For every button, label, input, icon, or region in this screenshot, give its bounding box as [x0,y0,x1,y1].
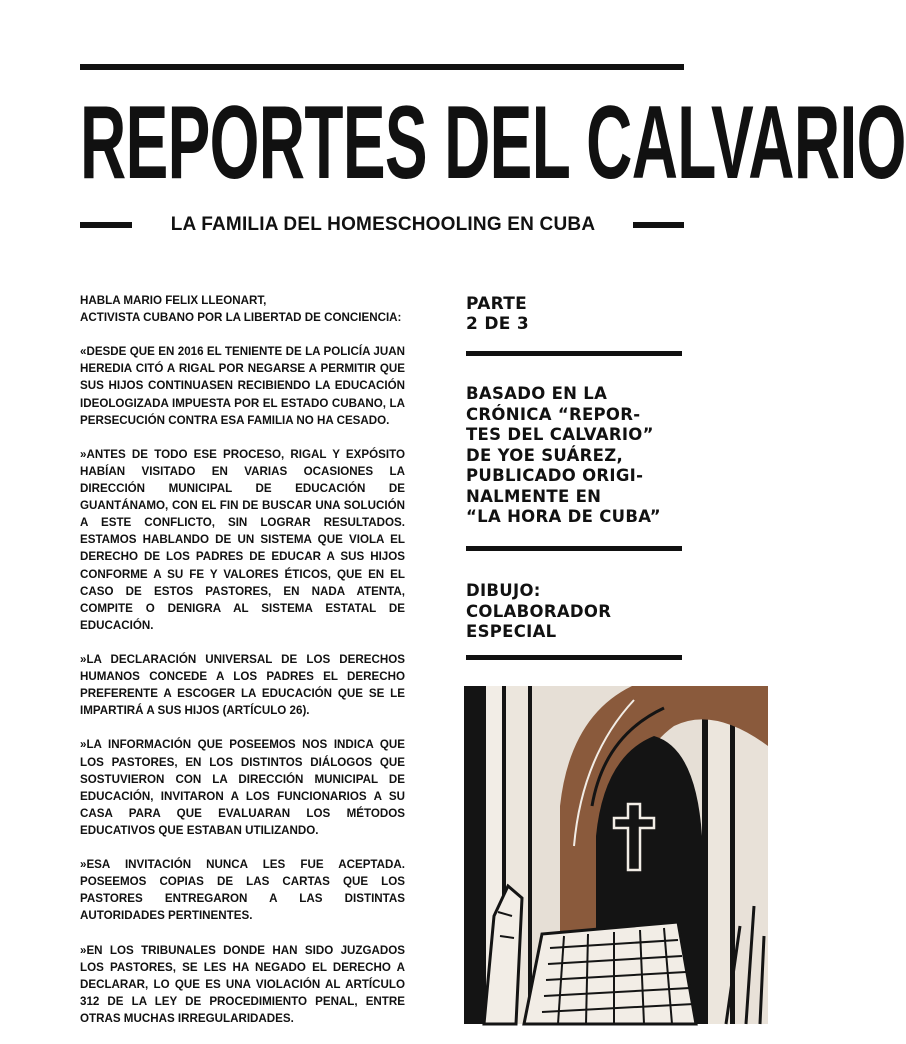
source-line: PUBLICADO ORIGI- [466,466,644,485]
sidebar-rule [466,351,682,356]
intro-line-2: ACTIVISTA CUBANO POR LA LIBERTAD DE CONCIENCIA: [80,311,402,325]
source-line: TES DEL CALVARIO” [466,425,654,444]
credit-line: DIBUJO: [466,581,541,600]
intro-line-1: HABLA MARIO FELIX LLEONART, [80,294,267,307]
top-rule [80,64,684,70]
article-paragraph: «DESDE QUE EN 2016 EL TENIENTE DE LA POLICÍA JUAN HEREDIA CITÓ A RIGAL POR NEGARSE A PERMITIR QUE SUS HIJOS CONTINUASEN RECIBIENDO LA EDUCACIÓN IDEOLOGIZADA IMPUESTA POR EL ESTADO CUBANO, LA PERSECUCIÓN CONTRA ESA FAMILIA NO HA CESADO. [80,345,405,427]
part-line-1: PARTE [466,294,528,314]
article-paragraph: »ANTES DE TODO ESE PROCESO, RIGAL Y EXPÓSITO HABÍAN VISITADO EN VARIAS OCASIONES LA DIRECCIÓN MUNICIPAL DE EDUCACIÓN DE GUANTÁNAMO, CON EL FIN DE BUSCAR UNA SOLUCIÓN A ESTE CONFLICTO, SIN LOGRAR RESULTADOS. ESTAMOS HABLANDO DE UN SISTEMA QUE VIOLA EL DERECHO DE LOS PADRES DE EDUCAR A SUS HIJOS CONFORME A SU FE Y VALORES ÉTICOS, QUE EN EL CASO DE ESTOS PASTORES, EN NADA ATENTA, COMPITE O DENIGRA AL SISTEMA ESTATAL DE EDUCACIÓN. [80,447,405,632]
part-line-2: 2 DE 3 [466,314,530,334]
source-line: DE YOE SUÁREZ, [466,445,624,465]
article-paragraph: »LA INFORMACIÓN QUE POSEEMOS NOS INDICA QUE LOS PASTORES, EN LOS DISTINTOS DIÁLOGOS QUE SOSTUVIERON CON LA DIRECCIÓN MUNICIPAL DE EDUCACIÓN, INVITARON A LOS FUNCIONARIOS A SU CASA PARA QUE EVALUARAN LOS MÉTODOS EDUCATIVOS QUE ESTABAN UTILIZANDO. [80,738,405,837]
sidebar-rule [466,655,682,660]
subtitle-rule-left [80,222,132,228]
article-paragraph: »LA DECLARACIÓN UNIVERSAL DE LOS DERECHOS HUMANOS CONCEDE A LOS PADRES EL DERECHO PREFERENTE A ESCOGER LA EDUCACIÓN QUE SE LE IMPARTIRÁ A SUS HIJOS (ARTÍCULO 26). [80,652,405,718]
page-subtitle: LA FAMILIA DEL HOMESCHOOLING EN CUBA [170,214,596,235]
credit-line: COLABORADOR [466,601,612,621]
subtitle-rule-right [633,222,684,228]
article-paragraph: »EN LOS TRIBUNALES DONDE HAN SIDO JUZGADOS LOS PASTORES, SE LES HA NEGADO EL DERECHO A DECLARAR, LO QUE ES UNA VIOLACIÓN AL ARTÍCULO 312 DE LA LEY DE PROCEDIMIENTO PENAL, ENTRE OTRAS MUCHAS IRREGULARIDADES. [80,943,405,1025]
part-label [466,294,692,334]
article-intro [80,292,405,326]
source-line: NALMENTE EN [466,486,602,506]
source-line: “LA HORA DE CUBA” [466,507,661,526]
source-note [466,384,692,528]
illustration-credit [466,581,692,643]
credit-line: ESPECIAL [466,622,557,641]
source-line: BASADO EN LA [466,384,608,403]
article-body [80,292,405,1044]
page-title: REPORTES DEL CALVARIO [80,85,906,201]
church-door-illustration [464,686,768,1024]
article-paragraph: »ESA INVITACIÓN NUNCA LES FUE ACEPTADA. POSEEMOS COPIAS DE LAS CARTAS QUE LOS PASTORES ENTREGARON A LAS DISTINTAS AUTORIDADES PERTINENTES. [80,858,405,923]
sidebar-rule [466,546,682,551]
source-line: CRÓNICA “REPOR- [466,404,641,424]
